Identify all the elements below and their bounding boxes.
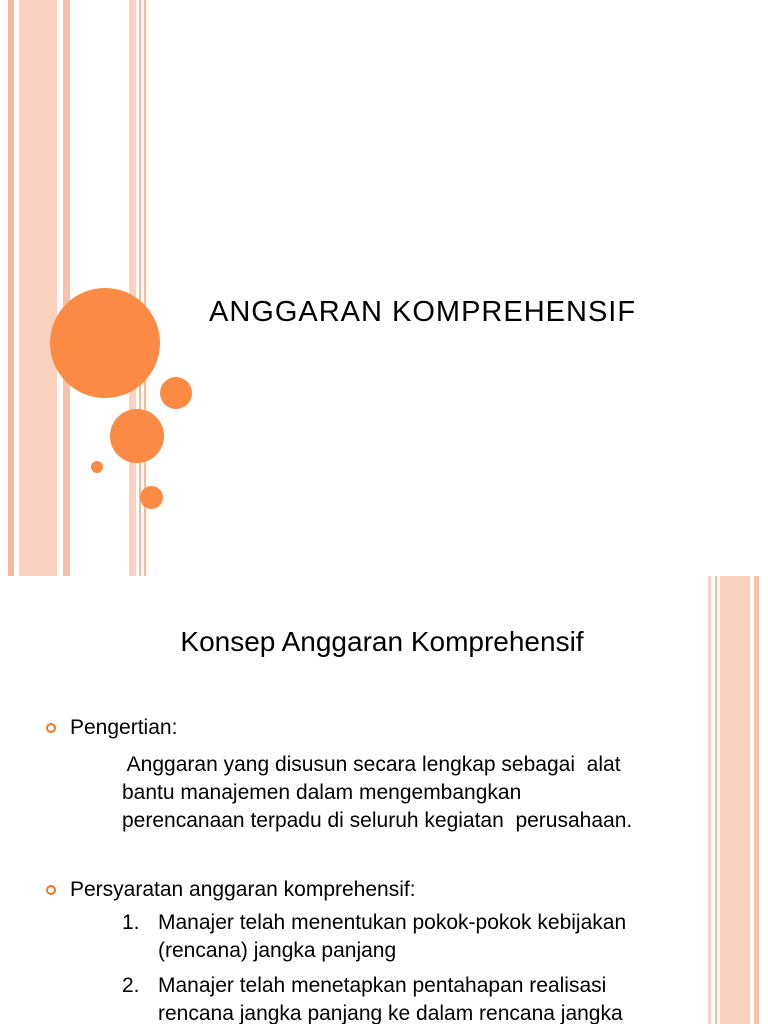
decorative-circle-medium <box>110 409 164 463</box>
decorative-circle-large <box>50 288 160 398</box>
paragraph-line: bantu manajemen dalam mengembangkan <box>122 781 522 804</box>
circle-bullet-icon <box>46 723 56 733</box>
list-number: 1. <box>122 911 140 934</box>
bullet-label: Pengertian: <box>70 716 178 739</box>
decorative-circle-dot <box>91 461 103 473</box>
stripe <box>0 0 8 576</box>
content-slide <box>0 576 768 1024</box>
paragraph-line: Anggaran yang disusun secara lengkap sebagai alat <box>122 753 621 776</box>
list-text <box>158 909 626 965</box>
decorative-circle-small <box>140 486 163 509</box>
list-number: 2. <box>122 974 140 997</box>
stripe <box>129 0 136 576</box>
stripe <box>63 0 70 576</box>
list-line: Manajer telah menentukan pokok-pokok kebijakan <box>158 911 627 934</box>
paragraph-line: perencanaan terpadu di seluruh kegiatan perusahaan. <box>122 809 633 832</box>
slide-title: ANGGARAN KOMPREHENSIF <box>209 296 637 328</box>
list-text <box>158 972 623 1024</box>
stripe <box>19 0 57 576</box>
slide-title: Konsep Anggaran Komprehensif <box>180 626 584 657</box>
circle-bullet-icon <box>46 885 56 895</box>
bullet-label: Persyaratan anggaran komprehensif: <box>70 878 416 901</box>
list-line: Manajer telah menetapkan pentahapan realisasi <box>158 974 607 997</box>
decorative-stripe-band <box>0 0 148 576</box>
list-line: (rencana) jangka panjang <box>158 939 397 962</box>
list-line: rencana jangka panjang ke dalam rencana jangka <box>158 1002 623 1024</box>
definition-paragraph <box>122 751 722 835</box>
decorative-circle-small <box>160 377 192 409</box>
